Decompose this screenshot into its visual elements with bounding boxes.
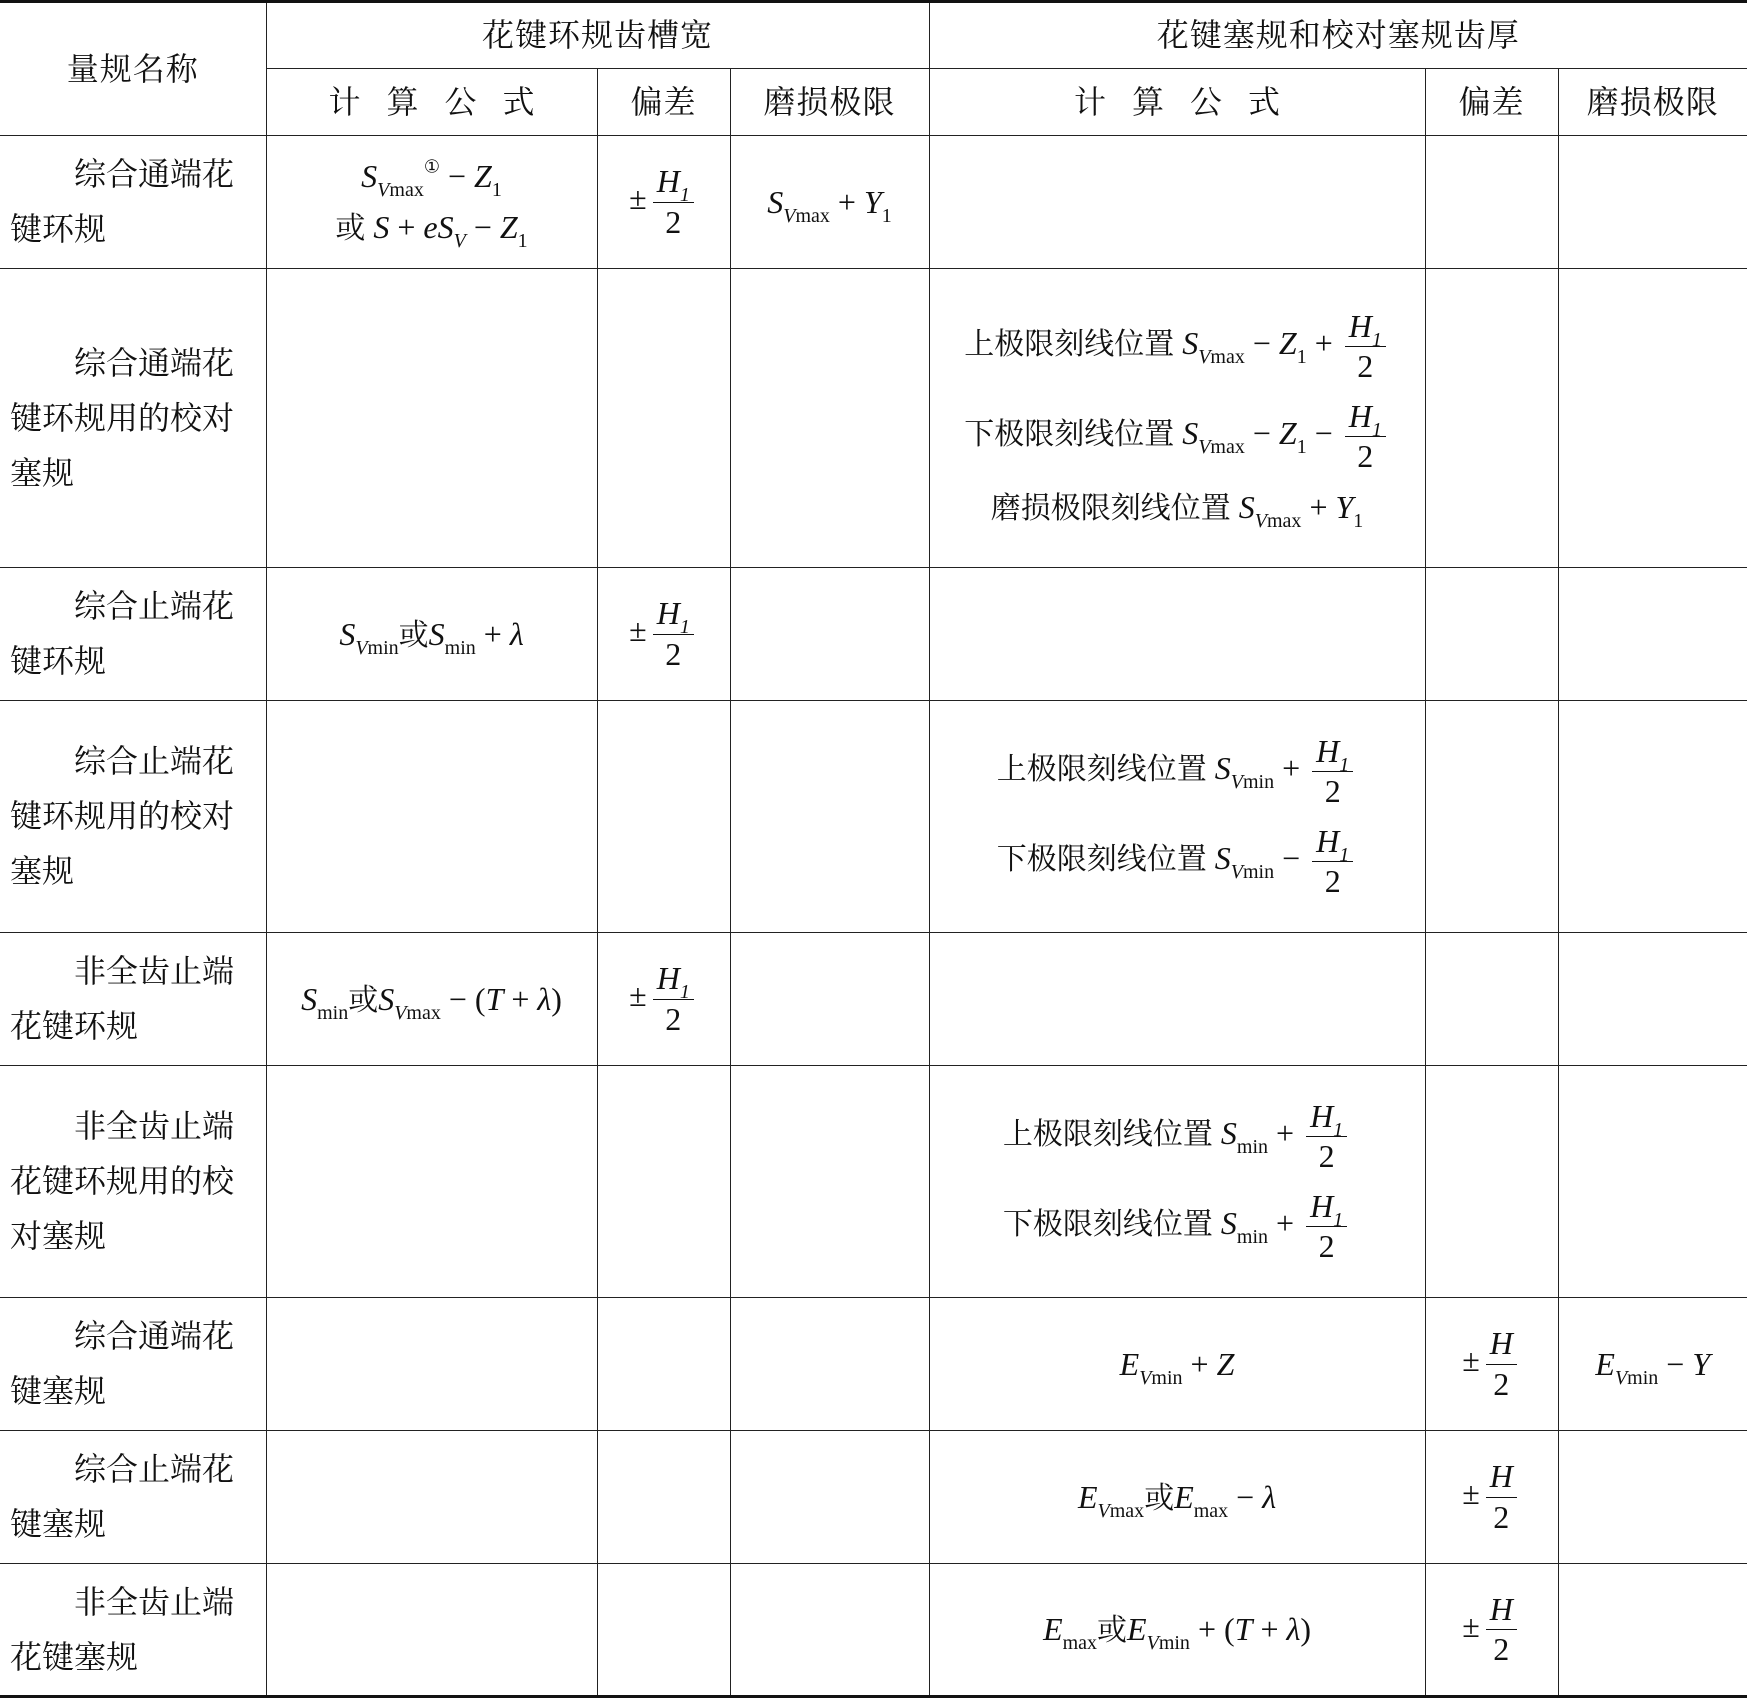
plug-formula-line: 上极限刻线位置 $S_{Vmin}$ + $\frac{H_1}{2}$ bbox=[930, 734, 1425, 809]
plug-wear-cell bbox=[1558, 1564, 1747, 1697]
ring-formula-cell bbox=[266, 1431, 597, 1564]
plug-formula-cell bbox=[929, 933, 1425, 1066]
table-row bbox=[0, 1298, 1747, 1431]
ring-formula-cell bbox=[266, 1564, 597, 1697]
plug-formula-cell bbox=[929, 136, 1425, 269]
table-row bbox=[0, 1066, 1747, 1298]
plug-formula-line: 上极限刻线位置 $S_{Vmax} - Z_1$ + $\frac{H_1}{2}$ bbox=[930, 309, 1425, 384]
ring-wear-cell bbox=[730, 933, 929, 1066]
plug-deviation-cell bbox=[1425, 136, 1558, 269]
ring-wear-cell bbox=[730, 1564, 929, 1697]
header-plug-formula bbox=[929, 69, 1425, 136]
ring-deviation-cell bbox=[597, 1564, 730, 1697]
plug-wear: $E_{Vmin} - Y$ bbox=[1595, 1345, 1711, 1389]
gauge-name: 综合通端花键环规 bbox=[10, 155, 235, 248]
plug-formula-cell bbox=[929, 1564, 1425, 1697]
ring-deviation-cell bbox=[597, 269, 730, 568]
table-row bbox=[0, 1564, 1747, 1697]
plug-formula-line: 下极限刻线位置 $S_{Vmax} - Z_1$ − $\frac{H_1}{2}$ bbox=[930, 399, 1425, 474]
plug-wear-cell bbox=[1558, 1066, 1747, 1298]
gauge-name-cell bbox=[0, 568, 266, 701]
plug-wear-cell bbox=[1558, 933, 1747, 1066]
plug-deviation-cell bbox=[1425, 1431, 1558, 1564]
header-plug-group: 花键塞规和校对塞规齿厚 bbox=[929, 2, 1747, 69]
ring-formula-cell bbox=[266, 269, 597, 568]
plug-wear-cell bbox=[1558, 269, 1747, 568]
header-ring-formula-label: 计算公式 bbox=[328, 82, 561, 121]
ring-deviation: ± $\frac{H_1}{2}$ bbox=[629, 180, 698, 216]
ring-formula-line: 或 $S + eS_V - Z_1$ bbox=[335, 208, 528, 252]
ring-wear-cell bbox=[730, 1066, 929, 1298]
plug-wear-cell bbox=[1558, 1431, 1747, 1564]
header-plug-wear-limit: 磨损极限 bbox=[1558, 69, 1747, 136]
ring-deviation-cell bbox=[597, 136, 730, 269]
header-gauge-name: 量规名称 bbox=[0, 2, 266, 136]
plug-formula-cell bbox=[929, 1298, 1425, 1431]
ring-wear-cell bbox=[730, 269, 929, 568]
ring-formula-cell bbox=[266, 1298, 597, 1431]
gauge-name-cell bbox=[0, 1431, 266, 1564]
ring-wear-cell bbox=[730, 136, 929, 269]
header-plug-formula-label: 计算公式 bbox=[1074, 82, 1307, 121]
plug-deviation-cell bbox=[1425, 701, 1558, 933]
ring-wear: $S_{Vmax} + Y_1$ bbox=[767, 183, 892, 227]
ring-wear-cell bbox=[730, 568, 929, 701]
plug-deviation: ± $\frac{H}{2}$ bbox=[1462, 1608, 1521, 1644]
lower-line-label: 下极限刻线位置 bbox=[1002, 1206, 1213, 1242]
plug-formula-cell bbox=[929, 1066, 1425, 1298]
plug-formula-cell bbox=[929, 1431, 1425, 1564]
ring-deviation-cell bbox=[597, 1298, 730, 1431]
or-text: 或 bbox=[1144, 1480, 1175, 1516]
plug-formula-line: 磨损极限刻线位置 $S_{Vmax} + Y_1$ bbox=[990, 488, 1364, 532]
ring-deviation: ± $\frac{H_1}{2}$ bbox=[629, 977, 698, 1013]
plug-deviation: ± $\frac{H}{2}$ bbox=[1462, 1342, 1521, 1378]
plug-wear-cell bbox=[1558, 136, 1747, 269]
plug-formula-line: 下极限刻线位置 $S_{Vmin}$ − $\frac{H_1}{2}$ bbox=[930, 824, 1425, 899]
gauge-name: 综合通端花键环规用的校对塞规 bbox=[10, 343, 235, 492]
upper-line-label: 上极限刻线位置 bbox=[1002, 1117, 1213, 1153]
header-ring-group: 花键环规齿槽宽 bbox=[266, 2, 929, 69]
ring-deviation-cell bbox=[597, 1431, 730, 1564]
ring-deviation-cell bbox=[597, 568, 730, 701]
ring-formula-cell bbox=[266, 136, 597, 269]
ring-formula-cell bbox=[266, 568, 597, 701]
gauge-name: 综合通端花键塞规 bbox=[10, 1317, 235, 1410]
plug-formula-line: 下极限刻线位置 $S_{min}$ + $\frac{H_1}{2}$ bbox=[930, 1189, 1425, 1264]
plug-formula-cell bbox=[929, 568, 1425, 701]
ring-wear-cell bbox=[730, 1431, 929, 1564]
plug-formula-line: 上极限刻线位置 $S_{min}$ + $\frac{H_1}{2}$ bbox=[930, 1099, 1425, 1174]
plug-formula-line: $E_{max}$或$E_{Vmin} + (T + \lambda)$ bbox=[1043, 1611, 1311, 1654]
plug-deviation: ± $\frac{H}{2}$ bbox=[1462, 1475, 1521, 1511]
header-ring-wear-limit: 磨损极限 bbox=[730, 69, 929, 136]
gauge-name-cell bbox=[0, 933, 266, 1066]
gauge-name-cell bbox=[0, 1564, 266, 1697]
plug-deviation-cell bbox=[1425, 1066, 1558, 1298]
table-row bbox=[0, 701, 1747, 933]
plug-deviation-cell bbox=[1425, 568, 1558, 701]
table-row bbox=[0, 136, 1747, 269]
ring-wear-cell bbox=[730, 701, 929, 933]
gauge-name-cell bbox=[0, 1298, 266, 1431]
table-row bbox=[0, 1431, 1747, 1564]
gauge-name-cell bbox=[0, 269, 266, 568]
plug-formula-cell bbox=[929, 701, 1425, 933]
plug-wear-cell bbox=[1558, 1298, 1747, 1431]
gauge-name: 非全齿止端花键环规用的校对塞规 bbox=[10, 1107, 235, 1255]
gauge-name-cell bbox=[0, 1066, 266, 1298]
gauge-name: 综合止端花键环规 bbox=[10, 587, 235, 680]
wear-line-label: 磨损极限刻线位置 bbox=[990, 490, 1231, 526]
upper-line-label: 上极限刻线位置 bbox=[996, 752, 1207, 788]
or-text: 或 bbox=[1097, 1613, 1128, 1648]
gauge-name-cell bbox=[0, 701, 266, 933]
ring-deviation-cell bbox=[597, 1066, 730, 1298]
plug-deviation-cell bbox=[1425, 933, 1558, 1066]
gauge-name: 非全齿止端花键环规 bbox=[10, 952, 235, 1045]
plug-deviation-cell bbox=[1425, 269, 1558, 568]
gauge-name-cell bbox=[0, 136, 266, 269]
gauge-name: 非全齿止端花键塞规 bbox=[10, 1582, 235, 1676]
ring-deviation-cell bbox=[597, 701, 730, 933]
lower-line-label: 下极限刻线位置 bbox=[964, 416, 1175, 452]
gauge-name: 综合止端花键环规用的校对塞规 bbox=[10, 742, 235, 890]
or-text: 或 bbox=[348, 982, 379, 1018]
table-row bbox=[0, 933, 1747, 1066]
lower-line-label: 下极限刻线位置 bbox=[996, 841, 1207, 877]
plug-wear-cell bbox=[1558, 568, 1747, 701]
gauge-name: 综合止端花键塞规 bbox=[10, 1450, 235, 1543]
ring-formula-line: $S_{min}$或$S_{Vmax} - (T + \lambda)$ bbox=[301, 980, 562, 1024]
ring-formula-cell bbox=[266, 701, 597, 933]
plug-formula-line: $E_{Vmax}$或$E_{max} - \lambda$ bbox=[1077, 1478, 1277, 1522]
or-text: 或 bbox=[398, 617, 429, 653]
plug-formula-cell bbox=[929, 269, 1425, 568]
plug-deviation-cell bbox=[1425, 1298, 1558, 1431]
ring-wear-cell bbox=[730, 1298, 929, 1431]
or-text: 或 bbox=[335, 210, 366, 246]
plug-wear-cell bbox=[1558, 701, 1747, 933]
header-ring-deviation: 偏差 bbox=[597, 69, 730, 136]
table-row bbox=[0, 568, 1747, 701]
header-row-1 bbox=[0, 2, 1747, 69]
header-plug-deviation: 偏差 bbox=[1425, 69, 1558, 136]
upper-line-label: 上极限刻线位置 bbox=[964, 327, 1175, 363]
plug-deviation-cell bbox=[1425, 1564, 1558, 1697]
ring-deviation: ± $\frac{H_1}{2}$ bbox=[629, 612, 698, 648]
ring-formula-line: $S_{Vmin}$或$S_{min} + \lambda$ bbox=[339, 615, 524, 659]
ring-formula-cell bbox=[266, 933, 597, 1066]
table-row bbox=[0, 269, 1747, 568]
ring-formula-cell bbox=[266, 1066, 597, 1298]
header-ring-formula bbox=[266, 69, 597, 136]
ring-deviation-cell bbox=[597, 933, 730, 1066]
plug-formula-line: $E_{Vmin} + Z$ bbox=[1119, 1345, 1235, 1389]
ring-formula-line: $S_{Vmax}^① - Z_1$ bbox=[361, 156, 502, 202]
